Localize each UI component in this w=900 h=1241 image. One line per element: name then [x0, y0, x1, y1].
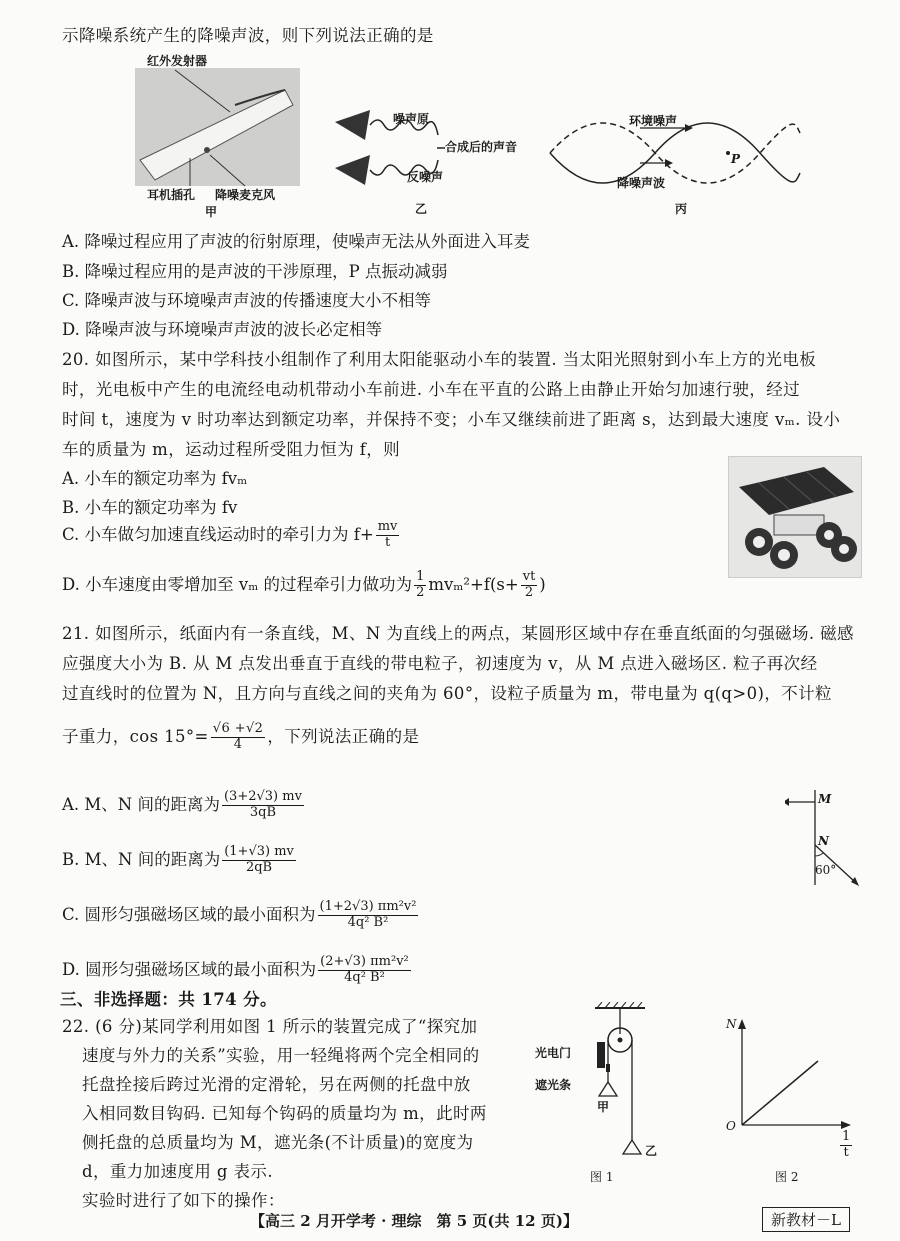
q22-line-4: 入相同数目钩码. 已知每个钩码的质量均为 m，此时两: [82, 1104, 487, 1123]
q21-cos-frac: [211, 722, 266, 753]
frac-den: 4q² B²: [344, 969, 385, 985]
frac-num: (1+√3) mv: [224, 844, 294, 859]
q22-line-3: 托盘拴接后跨过光滑的定滑轮，另在两侧的托盘中放: [82, 1075, 471, 1094]
q22-figure-1: [535, 1002, 675, 1187]
figure-yi: [325, 100, 545, 218]
q20-option-c-text: C. 小车做匀加速直线运动时的牵引力为 f+: [62, 524, 374, 544]
frac-num: vt: [522, 569, 536, 584]
q21-option-a-frac: [222, 790, 304, 821]
yi-caption: 乙: [415, 202, 428, 216]
jia-caption: 甲: [205, 205, 218, 219]
q22-line-5: 侧托盘的总质量均为 M，遮光条(不计质量)的宽度为: [82, 1133, 474, 1152]
page-footer: 【高三 2 月开学考 · 理综 第 5 页(共 12 页)】: [250, 1212, 578, 1230]
fig1-yi-label: 乙: [645, 1144, 658, 1158]
frac-num: √6 +√2: [212, 721, 264, 736]
q20-option-c-frac: [376, 520, 400, 551]
q20-option-d-text: D. 小车速度由零增加至 vₘ 的过程牵引力做功为: [62, 574, 413, 594]
bing-label-p: P: [731, 152, 741, 166]
edition-tag: 新教材－L: [762, 1207, 850, 1232]
frac-den: t: [384, 534, 391, 550]
q22-figure-2: [720, 1015, 860, 1190]
fig1-caption: 图 1: [590, 1170, 614, 1184]
q21-option-c-frac: [318, 900, 419, 931]
fig2-x-label: [838, 1130, 854, 1161]
q19-option-c: C. 降噪声波与环境噪声声波的传播速度大小不相等: [62, 291, 432, 310]
q21-line-4: [62, 722, 419, 753]
q20-option-d-mid: mvₘ²+f(s+: [428, 574, 519, 594]
frac-num: (2+√3) πm²v²: [320, 954, 409, 969]
fig2-caption: 图 2: [775, 1170, 799, 1184]
fig1-jia-label: 甲: [597, 1100, 610, 1114]
yi-label-anti: 反噪声: [407, 170, 444, 184]
q22-line-6: d，重力加速度用 g 表示.: [82, 1162, 273, 1181]
fig2-x-frac: [840, 1130, 852, 1161]
q20-option-d-frac-2: [521, 570, 538, 601]
q21-option-b: [62, 845, 298, 876]
q20-line-1: 20. 如图所示，某中学科技小组制作了利用太阳能驱动小车的装置. 当太阳光照射到小车上方的光电板: [62, 350, 817, 369]
fig2-y-label: N: [726, 1017, 737, 1031]
q21-option-c: [62, 900, 420, 931]
q19-intro: 示降噪系统产生的降噪声波，则下列说法正确的是: [62, 26, 434, 45]
q20-line-2: 时，光电板中产生的电流经电动机带动小车前进. 小车在平直的公路上由静止开始匀加速行驶，经过: [62, 380, 800, 399]
q21-option-c-text: C. 圆形匀强磁场区域的最小面积为: [62, 904, 316, 924]
frac-den: 2qB: [245, 859, 273, 875]
jia-label-top: 红外发射器: [147, 54, 208, 68]
q21-option-d-frac: [318, 955, 411, 986]
q19-option-d: D. 降噪声波与环境噪声声波的波长必定相等: [62, 320, 383, 339]
q20-line-4: 车的质量为 m，运动过程所受阻力恒为 f，则: [62, 440, 401, 459]
jia-label-left: 耳机插孔: [147, 188, 196, 202]
figure-jia: [135, 50, 300, 219]
q20-option-d: [62, 570, 546, 601]
frac-num: (1+2√3) πm²v²: [319, 899, 417, 914]
q21-option-d: [62, 955, 413, 986]
q21-line-3: 过直线时的位置为 N，且方向与直线之间的夹角为 60°，设粒子质量为 m，带电量为 q(q>0)，不计粒: [62, 684, 832, 703]
bing-caption: 丙: [675, 202, 688, 216]
q21-fig-n: N: [818, 834, 829, 848]
frac-den: 2: [416, 584, 425, 600]
q19-option-b: B. 降噪过程应用的是声波的干涉原理，P 点振动减弱: [62, 262, 448, 281]
q21-option-a-text: A. M、N 间的距离为: [62, 794, 220, 814]
bing-label-cancel: 降噪声波: [617, 176, 666, 190]
frac-num: (3+2√3) mv: [223, 789, 302, 804]
fig2-origin: O: [726, 1119, 736, 1133]
figure-bing: [545, 108, 805, 218]
jia-label-right: 降噪麦克风: [215, 188, 276, 202]
frac-den: 3qB: [249, 804, 277, 820]
frac-num: mv: [377, 519, 398, 534]
q20-option-a: A. 小车的额定功率为 fvₘ: [62, 469, 248, 488]
yi-label-combined: 合成后的声音: [445, 140, 518, 154]
q21-line-4-text: 子重力，cos 15°=: [62, 726, 209, 746]
q21-line-2: 应强度大小为 B. 从 M 点发出垂直于直线的带电粒子，初速度为 v，从 M 点进入磁场区. 粒子再次经: [62, 654, 818, 673]
solar-car-photo: [728, 456, 862, 578]
frac-num: 1: [416, 569, 425, 584]
frac-num: 1: [842, 1129, 851, 1144]
q20-line-3: 时间 t，速度为 v 时功率达到额定功率，并保持不变；小车又继续前进了距离 s，达到最大速度 vₘ. 设小: [62, 410, 841, 429]
q20-option-d-end: ): [539, 574, 546, 594]
fig1-shade-label: 遮光条: [535, 1078, 572, 1092]
section-3-heading: 三、非选择题：共 174 分。: [60, 990, 277, 1009]
fig1-gate-label: 光电门: [535, 1046, 572, 1060]
q21-option-b-frac: [222, 845, 296, 876]
frac-den: t: [843, 1144, 849, 1160]
q22-line-7: 实验时进行了如下的操作：: [82, 1191, 285, 1210]
q21-figure: [785, 790, 865, 900]
q21-option-b-text: B. M、N 间的距离为: [62, 849, 221, 869]
q20-option-d-frac-1: [414, 570, 426, 601]
q22-line-1: 22. (6 分)某同学利用如图 1 所示的装置完成了“探究加: [62, 1017, 478, 1036]
q21-fig-angle: 60°: [815, 863, 837, 877]
bing-label-env: 环境噪声: [629, 114, 678, 128]
frac-den: 4: [233, 736, 243, 752]
q21-option-a: [62, 790, 306, 821]
q20-option-b: B. 小车的额定功率为 fv: [62, 498, 238, 517]
yi-label-noise: 噪声原: [393, 112, 430, 126]
q20-option-c: [62, 520, 401, 551]
q19-option-a: A. 降噪过程应用了声波的衍射原理，使噪声无法从外面进入耳麦: [62, 232, 530, 251]
frac-den: 4q² B²: [347, 914, 389, 930]
q21-fig-m: M: [818, 792, 832, 806]
q21-option-d-text: D. 圆形匀强磁场区域的最小面积为: [62, 959, 317, 979]
q22-line-2: 速度与外力的关系”实验，用一轻绳将两个完全相同的: [82, 1046, 480, 1065]
q21-line-1: 21. 如图所示，纸面内有一条直线，M、N 为直线上的两点，某圆形区域中存在垂直纸面的匀强磁场. 磁感: [62, 624, 854, 643]
q21-line-4-post: ，下列说法正确的是: [267, 726, 420, 746]
frac-den: 2: [524, 584, 534, 600]
